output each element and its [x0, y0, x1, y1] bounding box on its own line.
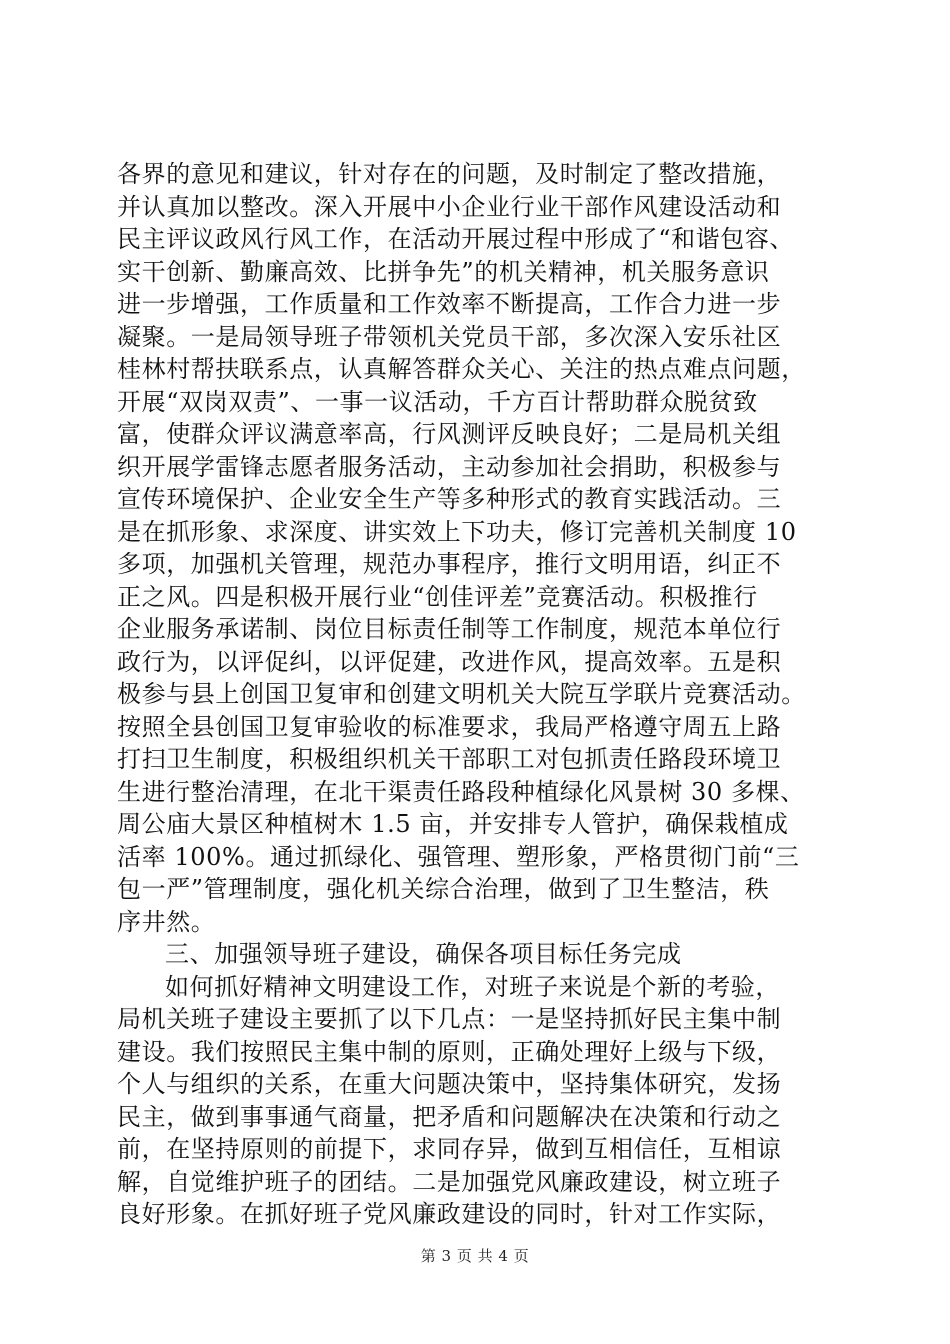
- text-line: 凝聚。一是局领导班子带领机关党员干部，多次深入安乐社区: [117, 322, 782, 351]
- text-line: 政行为，以评促纠，以评促建，改进作风，提高效率。五是积: [117, 647, 782, 676]
- text-line: 前，在坚持原则的前提下，求同存异，做到互相信任，互相谅: [117, 1135, 782, 1163]
- section-heading: 三、加强领导班子建设，确保各项目标任务完成: [165, 940, 682, 968]
- text-line: 生进行整治清理，在北干渠责任路段种植绿化风景树 30 多棵、: [117, 777, 805, 806]
- document-body: [117, 158, 853, 1231]
- text-line: 局机关班子建设主要抓了以下几点：一是坚持抓好民主集中制: [117, 1005, 782, 1033]
- page-number-label: 第 3 页 共 4 页: [420, 1247, 530, 1265]
- text-line: 民主评议政风行风工作，在活动开展过程中形成了“和谐包容、: [117, 225, 795, 253]
- text-line: 多项，加强机关管理，规范办事程序，推行文明用语，纠正不: [117, 550, 782, 578]
- paragraph-first-line: 如何抓好精神文明建设工作，对班子来说是个新的考验，: [165, 972, 780, 1001]
- text-line: 包一严”管理制度，强化机关综合治理，做到了卫生整洁，秩: [117, 875, 770, 903]
- text-line: 企业服务承诺制、岗位目标责任制等工作制度，规范本单位行: [117, 615, 782, 643]
- text-line: 良好形象。在抓好班子党风廉政建设的同时，针对工作实际，: [117, 1200, 782, 1228]
- text-line: 建设。我们按照民主集中制的原则，正确处理好上级与下级，: [117, 1037, 782, 1066]
- text-line: 极参与县上创国卫复审和创建文明机关大院互学联片竞赛活动。: [117, 680, 806, 708]
- text-line: 解，自觉维护班子的团结。二是加强党风廉政建设，树立班子: [117, 1167, 782, 1196]
- text-line: 开展“双岗双责”、一事一议活动，千方百计帮助群众脱贫致: [117, 387, 758, 416]
- text-line: 实干创新、勤廉高效、比拼争先”的机关精神，机关服务意识: [117, 257, 770, 286]
- text-line: 并认真加以整改。深入开展中小企业行业干部作风建设活动和: [117, 192, 782, 221]
- text-line: 打扫卫生制度，积极组织机关干部职工对包抓责任路段环境卫: [117, 745, 782, 773]
- text-line: 织开展学雷锋志愿者服务活动，主动参加社会捐助，积极参与: [117, 452, 782, 481]
- text-line: 活率 100%。通过抓绿化、强管理、塑形象，严格贯彻门前“三: [117, 842, 800, 871]
- text-line: 富，使群众评议满意率高，行风测评反映良好；二是局机关组: [117, 420, 782, 448]
- text-line: 序井然。: [117, 907, 216, 936]
- text-line: 各界的意见和建议，针对存在的问题，及时制定了整改措施，: [117, 160, 782, 188]
- text-line: 是在抓形象、求深度、讲实效上下功夫，修订完善机关制度 10: [117, 517, 797, 546]
- text-line: 桂林村帮扶联系点，认真解答群众关心、关注的热点难点问题，: [117, 355, 806, 383]
- text-line: 按照全县创国卫复审验收的标准要求，我局严格遵守周五上路: [117, 712, 782, 741]
- text-line: 宣传环境保护、企业安全生产等多种形式的教育实践活动。三: [117, 485, 782, 513]
- text-line: 进一步增强，工作质量和工作效率不断提高，工作合力进一步: [117, 290, 782, 318]
- text-line: 周公庙大景区种植树木 1.5 亩，并安排专人管护，确保栽植成: [117, 810, 789, 838]
- text-line: 民主，做到事事通气商量，把矛盾和问题解决在决策和行动之: [117, 1102, 782, 1131]
- page-footer: [0, 1245, 950, 1266]
- text-line: 正之风。四是积极开展行业“创佳评差”竞赛活动。积极推行: [117, 582, 758, 611]
- text-line: 个人与组织的关系，在重大问题决策中，坚持集体研究，发扬: [117, 1070, 782, 1098]
